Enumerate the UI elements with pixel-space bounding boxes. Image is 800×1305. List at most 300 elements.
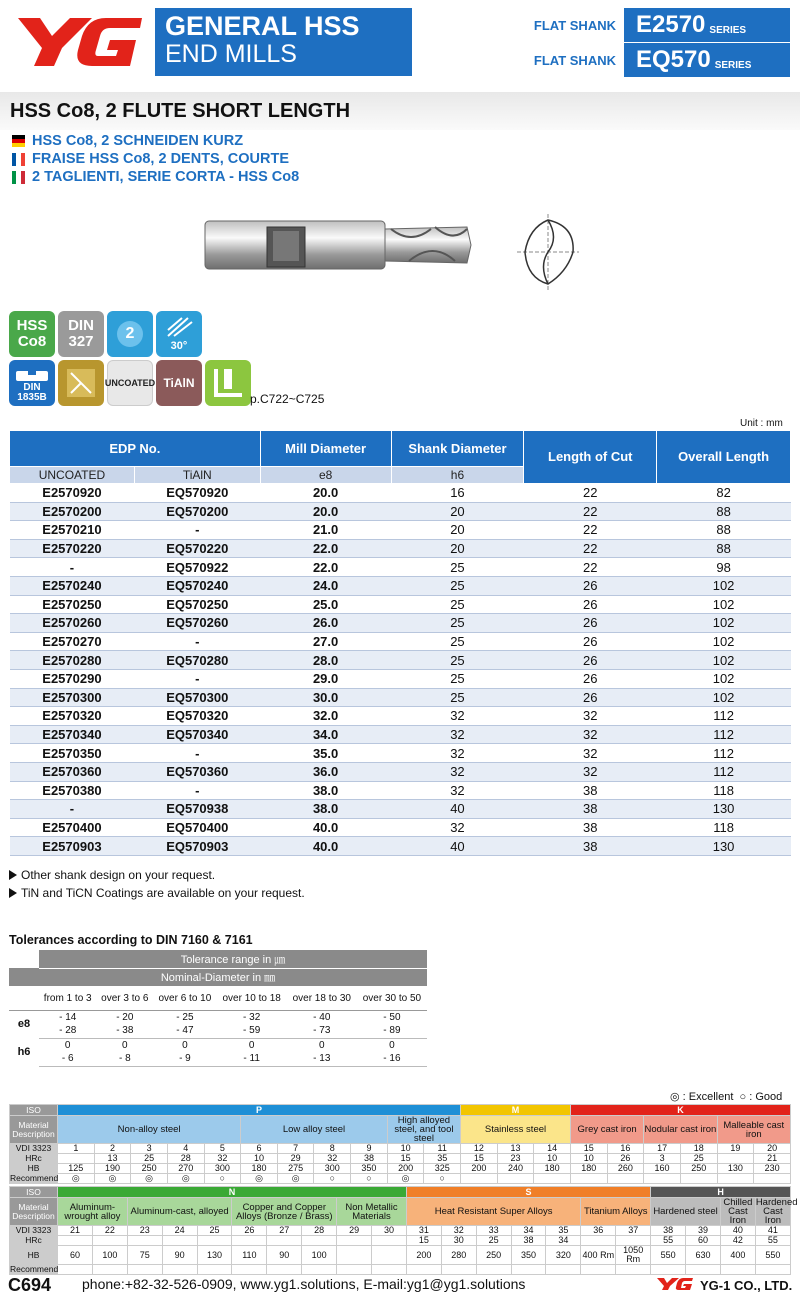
shank-diameter: 32 — [391, 818, 524, 837]
material-description: Hardened Cast Iron — [755, 1197, 798, 1226]
page-number: C694 — [8, 1275, 52, 1295]
edp-tialn: - — [134, 669, 260, 688]
shank-diameter: 40 — [391, 837, 524, 856]
shank-diameter: 25 — [391, 558, 524, 577]
length-of-cut: 32 — [524, 707, 657, 726]
shank-diameter: 32 — [391, 707, 524, 726]
material-rec-value — [232, 1265, 267, 1275]
mill-diameter: 25.0 — [260, 595, 391, 614]
material-hrc-value: 42 — [720, 1236, 755, 1246]
edp-tialn: EQ570220 — [134, 539, 260, 558]
french-flag-icon — [12, 153, 25, 166]
material-vdi-value: 22 — [92, 1226, 127, 1236]
tolerance-column-header: over 18 to 30 — [287, 986, 357, 1010]
edp-tialn: EQ570320 — [134, 707, 260, 726]
length-of-cut: 26 — [524, 595, 657, 614]
translation-fr: FRAISE HSS Co8, 2 DENTS, COURTE — [12, 151, 289, 167]
material-rec-value — [570, 1174, 607, 1184]
material-description: Non Metallic Materials — [337, 1198, 407, 1226]
material-hb-value: 100 — [302, 1246, 337, 1265]
material-vdi-value: 38 — [651, 1226, 686, 1236]
material-vdi-value: 5 — [204, 1144, 241, 1154]
material-hb-value: 90 — [162, 1246, 197, 1265]
iso-group: M — [461, 1105, 571, 1116]
material-rec-value — [58, 1265, 93, 1275]
edp-uncoated: E2570270 — [10, 632, 135, 651]
material-rec-value — [372, 1265, 407, 1275]
tolerance-column-header: from 1 to 3 — [39, 986, 96, 1010]
material-rec-value — [546, 1265, 581, 1275]
end-mill-illustration — [205, 215, 475, 275]
mill-diameter: 32.0 — [260, 707, 391, 726]
flat-shank-icon — [14, 369, 50, 383]
edp-uncoated: E2570260 — [10, 614, 135, 633]
table-row — [10, 669, 791, 688]
material-description: High alloyed steel, and tool steel — [387, 1116, 460, 1144]
row-label-iso: ISO — [10, 1187, 58, 1198]
material-rec-value — [644, 1174, 681, 1184]
material-hb-value: 130 — [197, 1246, 232, 1265]
material-hb-value: 250 — [131, 1164, 168, 1174]
material-hb-value: 300 — [204, 1164, 241, 1174]
edp-uncoated: E2570920 — [10, 484, 135, 503]
material-rec-value — [651, 1265, 686, 1275]
material-hrc-value — [302, 1236, 337, 1246]
h6-lower-value: - 11 — [217, 1052, 287, 1066]
series-row-e2570 — [500, 8, 790, 42]
overall-length: 130 — [657, 800, 791, 819]
mill-diameter: 34.0 — [260, 725, 391, 744]
row-label-vdi: VDI 3323 — [10, 1226, 58, 1236]
edp-tialn: EQ570920 — [134, 484, 260, 503]
tolerance-column-header: over 10 to 18 — [217, 986, 287, 1010]
overall-length: 102 — [657, 614, 791, 633]
table-row — [10, 651, 791, 670]
length-of-cut: 32 — [524, 725, 657, 744]
edp-uncoated: E2570200 — [10, 502, 135, 521]
material-hb-value: 100 — [92, 1246, 127, 1265]
table-row — [10, 595, 791, 614]
material-description: Malleable cast iron — [717, 1116, 790, 1144]
overall-length: 112 — [657, 707, 791, 726]
tialn-badge: TiAlN — [156, 360, 202, 406]
length-of-cut: 22 — [524, 502, 657, 521]
h6-upper-value: 0 — [182, 1039, 188, 1051]
shank-diameter: 25 — [391, 669, 524, 688]
material-hrc-value — [717, 1154, 754, 1164]
material-hrc-value — [616, 1236, 651, 1246]
material-hrc-value — [92, 1236, 127, 1246]
material-rec-value: ○ — [314, 1174, 351, 1184]
material-hrc-value: 38 — [511, 1236, 546, 1246]
material-hrc-value: 10 — [241, 1154, 278, 1164]
h6-header: h6 — [391, 467, 524, 484]
shank-diameter: 20 — [391, 539, 524, 558]
material-hb-value: 125 — [58, 1164, 95, 1174]
mill-diameter: 22.0 — [260, 539, 391, 558]
material-vdi-value: 18 — [680, 1144, 717, 1154]
h6-label: h6 — [17, 1046, 31, 1058]
mill-diameter: 28.0 — [260, 651, 391, 670]
e8-upper-value: - 20 — [116, 1011, 134, 1023]
translation-it: 2 TAGLIENTI, SERIE CORTA - HSS Co8 — [12, 169, 299, 185]
iso-group: K — [570, 1105, 790, 1116]
length-of-cut: 22 — [524, 558, 657, 577]
material-hrc-value: 10 — [534, 1154, 571, 1164]
length-of-cut: 32 — [524, 762, 657, 781]
uncoated-header: UNCOATED — [10, 467, 135, 484]
edp-uncoated: E2570350 — [10, 744, 135, 763]
material-vdi-value: 3 — [131, 1144, 168, 1154]
hss-co8-badge: HSS Co8 — [9, 311, 55, 357]
edp-uncoated: E2570240 — [10, 576, 135, 595]
table-row — [10, 521, 791, 540]
material-hrc-value: 32 — [314, 1154, 351, 1164]
length-of-cut: 26 — [524, 688, 657, 707]
length-of-cut-header: Length of Cut — [524, 431, 657, 484]
material-hrc-value: 32 — [204, 1154, 241, 1164]
company-name: YG-1 CO., LTD. — [700, 1278, 793, 1293]
material-hb-value: 550 — [651, 1246, 686, 1265]
material-rec-value: ◎ — [131, 1174, 168, 1184]
helix-icon — [164, 316, 194, 338]
flute-icon: 2 — [117, 321, 143, 347]
length-of-cut: 38 — [524, 818, 657, 837]
translation-de: HSS Co8, 2 SCHNEIDEN KURZ — [12, 133, 243, 149]
material-description: Heat Resistant Super Alloys — [406, 1198, 580, 1226]
overall-length: 102 — [657, 632, 791, 651]
title-line2: END MILLS — [165, 40, 297, 68]
material-application-icon — [58, 360, 104, 406]
material-vdi-value: 14 — [534, 1144, 571, 1154]
table-row — [10, 744, 791, 763]
material-rec-value: ◎ — [387, 1174, 424, 1184]
material-hb-value: 1050 Rm — [616, 1246, 651, 1265]
tolerance-title: Tolerances according to DIN 7160 & 7161 — [9, 933, 253, 947]
shank-diameter: 32 — [391, 762, 524, 781]
svg-text:YG: YG — [655, 1276, 657, 1277]
row-label-iso: ISO — [10, 1105, 58, 1116]
material-hb-value: 240 — [497, 1164, 534, 1174]
material-description: Nodular cast iron — [644, 1116, 717, 1144]
material-rec-value — [534, 1174, 571, 1184]
material-vdi-value: 17 — [644, 1144, 681, 1154]
tolerance-column-header: over 30 to 50 — [357, 986, 427, 1010]
material-vdi-value: 32 — [441, 1226, 476, 1236]
material-hrc-value — [267, 1236, 302, 1246]
material-rec-value: ◎ — [241, 1174, 278, 1184]
legend-good: ○ : Good — [739, 1091, 783, 1103]
material-vdi-value: 8 — [314, 1144, 351, 1154]
recommend-legend — [670, 1090, 782, 1103]
contact-info: phone:+82-32-526-0909, www.yg1.solutions, E-mail:yg1@yg1.solutions — [82, 1276, 526, 1292]
material-vdi-value: 26 — [232, 1226, 267, 1236]
material-hrc-value: 25 — [680, 1154, 717, 1164]
material-hb-value: 90 — [267, 1246, 302, 1265]
edp-uncoated: - — [10, 558, 135, 577]
iso-group: P — [58, 1105, 461, 1116]
overall-length: 130 — [657, 837, 791, 856]
material-vdi-value: 19 — [717, 1144, 754, 1154]
overall-length: 82 — [657, 484, 791, 503]
material-description: Hardened steel — [651, 1198, 721, 1226]
tolerance-column-header: over 3 to 6 — [96, 986, 153, 1010]
brand-text: YG — [10, 8, 12, 9]
page-reference: p.C722~C725 — [250, 392, 325, 406]
material-rec-value: ◎ — [277, 1174, 314, 1184]
edp-header: EDP No. — [10, 431, 261, 467]
e8-lower-value: - 28 — [39, 1024, 96, 1038]
material-hrc-value: 21 — [754, 1154, 791, 1164]
material-vdi-value: 13 — [497, 1144, 534, 1154]
h6-upper-value: 0 — [318, 1039, 325, 1051]
mill-diameter-header: Mill Diameter — [260, 431, 391, 467]
material-description: Low alloy steel — [241, 1116, 388, 1144]
e8-lower-value: - 59 — [217, 1024, 287, 1038]
table-row — [10, 539, 791, 558]
shank-diameter: 40 — [391, 800, 524, 819]
material-hrc-value: 29 — [277, 1154, 314, 1164]
shank-label: FLAT SHANK — [533, 17, 616, 33]
material-hb-value: 130 — [717, 1164, 754, 1174]
material-rec-value — [92, 1265, 127, 1275]
material-rec-value — [720, 1265, 755, 1275]
product-title: HSS Co8, 2 FLUTE SHORT LENGTH — [10, 100, 351, 122]
material-hb-value: 180 — [534, 1164, 571, 1174]
material-hb-value: 200 — [461, 1164, 498, 1174]
length-of-cut: 22 — [524, 521, 657, 540]
edp-uncoated: E2570210 — [10, 521, 135, 540]
material-hb-value — [337, 1246, 372, 1265]
material-vdi-value: 34 — [511, 1226, 546, 1236]
mill-diameter: 38.0 — [260, 800, 391, 819]
e8-upper-value: - 32 — [243, 1011, 261, 1023]
material-vdi-value: 30 — [372, 1226, 407, 1236]
shank-diameter: 25 — [391, 688, 524, 707]
series-code: EQ570 SERIES — [624, 43, 790, 77]
length-of-cut: 38 — [524, 837, 657, 856]
material-hrc-value: 13 — [94, 1154, 131, 1164]
mill-diameter: 38.0 — [260, 781, 391, 800]
edp-tialn: EQ570260 — [134, 614, 260, 633]
material-hrc-value — [162, 1236, 197, 1246]
material-hrc-value: 15 — [406, 1236, 441, 1246]
table-row — [10, 837, 791, 856]
length-of-cut: 38 — [524, 800, 657, 819]
product-table — [9, 430, 791, 856]
e8-lower-value: - 89 — [357, 1024, 427, 1038]
material-vdi-value: 27 — [267, 1226, 302, 1236]
material-vdi-value: 29 — [337, 1226, 372, 1236]
material-hrc-value — [581, 1236, 616, 1246]
row-label-hrc: HRc — [10, 1236, 58, 1246]
arrow-icon — [9, 888, 17, 898]
material-hb-value: 350 — [351, 1164, 388, 1174]
e8-upper-value: - 14 — [59, 1011, 77, 1023]
material-rec-value — [616, 1265, 651, 1275]
material-vdi-value: 11 — [424, 1144, 461, 1154]
row-label-vdi: VDI 3323 — [10, 1144, 58, 1154]
material-hb-value: 190 — [94, 1164, 131, 1174]
material-vdi-value: 4 — [167, 1144, 204, 1154]
material-rec-value: ○ — [424, 1174, 461, 1184]
edp-tialn: EQ570300 — [134, 688, 260, 707]
material-hrc-value: 25 — [131, 1154, 168, 1164]
material-hrc-value: 25 — [476, 1236, 511, 1246]
material-rec-value: ◎ — [167, 1174, 204, 1184]
material-vdi-value: 16 — [607, 1144, 644, 1154]
material-hb-value: 630 — [686, 1246, 721, 1265]
overall-length: 118 — [657, 781, 791, 800]
german-flag-icon — [12, 135, 25, 148]
material-description: Aluminum-cast, alloyed — [127, 1198, 232, 1226]
table-row — [10, 781, 791, 800]
uncoated-badge: UNCOATED — [107, 360, 153, 406]
material-description: Copper and Copper Alloys (Bronze / Brass) — [232, 1198, 337, 1226]
table-row — [10, 558, 791, 577]
nominal-diameter-label: Nominal-Diameter in ㎜ — [9, 968, 427, 986]
shank-diameter: 32 — [391, 725, 524, 744]
mill-diameter: 29.0 — [260, 669, 391, 688]
material-vdi-value: 33 — [476, 1226, 511, 1236]
tolerance-column-header: over 6 to 10 — [153, 986, 216, 1010]
material-rec-value — [754, 1174, 791, 1184]
material-hb-value: 260 — [607, 1164, 644, 1174]
material-hb-value: 550 — [755, 1246, 790, 1265]
overall-length: 118 — [657, 818, 791, 837]
material-hrc-value: 38 — [351, 1154, 388, 1164]
material-rec-value: ○ — [204, 1174, 241, 1184]
material-vdi-value: 6 — [241, 1144, 278, 1154]
shank-diameter: 32 — [391, 744, 524, 763]
material-vdi-value: 39 — [686, 1226, 721, 1236]
material-hrc-value — [372, 1236, 407, 1246]
overall-length: 112 — [657, 762, 791, 781]
iso-group: N — [58, 1187, 407, 1198]
edp-uncoated: E2570360 — [10, 762, 135, 781]
brand-logo — [10, 8, 148, 74]
edp-tialn: EQ570903 — [134, 837, 260, 856]
edp-tialn: EQ570938 — [134, 800, 260, 819]
overall-length: 112 — [657, 744, 791, 763]
e8-upper-value: - 40 — [313, 1011, 331, 1023]
table-row — [10, 725, 791, 744]
material-rec-value: ○ — [351, 1174, 388, 1184]
material-hrc-value: 3 — [644, 1154, 681, 1164]
mill-diameter: 26.0 — [260, 614, 391, 633]
material-hb-value: 200 — [387, 1164, 424, 1174]
material-rec-value — [607, 1174, 644, 1184]
length-of-cut: 22 — [524, 539, 657, 558]
material-vdi-value: 40 — [720, 1226, 755, 1236]
tialn-header: TiAlN — [134, 467, 260, 484]
material-hrc-value: 55 — [755, 1236, 790, 1246]
overall-length-header: Overall Length — [657, 431, 791, 484]
shank-diameter: 20 — [391, 502, 524, 521]
edp-tialn: EQ570400 — [134, 818, 260, 837]
material-table-top — [9, 1104, 791, 1184]
material-rec-value — [406, 1265, 441, 1275]
shank-diameter: 32 — [391, 781, 524, 800]
material-vdi-value: 23 — [127, 1226, 162, 1236]
material-vdi-value: 2 — [94, 1144, 131, 1154]
material-hb-value: 75 — [127, 1246, 162, 1265]
arrow-icon — [9, 870, 17, 880]
shank-diameter: 25 — [391, 614, 524, 633]
length-of-cut: 26 — [524, 632, 657, 651]
material-description: Aluminum-wrought alloy — [58, 1198, 128, 1226]
milling-application-icon — [205, 360, 251, 406]
material-table-bottom — [9, 1186, 798, 1275]
material-rec-value — [461, 1174, 498, 1184]
edp-tialn: EQ570922 — [134, 558, 260, 577]
mill-diameter: 21.0 — [260, 521, 391, 540]
material-rec-value — [680, 1174, 717, 1184]
length-of-cut: 32 — [524, 744, 657, 763]
material-hrc-value: 10 — [570, 1154, 607, 1164]
material-hrc-value: 35 — [424, 1154, 461, 1164]
material-description: Titanium Alloys — [581, 1198, 651, 1226]
material-hrc-value — [127, 1236, 162, 1246]
length-of-cut: 26 — [524, 669, 657, 688]
h6-upper-value: 0 — [64, 1039, 71, 1051]
material-hrc-value: 23 — [497, 1154, 534, 1164]
material-description: Non-alloy steel — [58, 1116, 241, 1144]
edp-uncoated: E2570300 — [10, 688, 135, 707]
mill-diameter: 36.0 — [260, 762, 391, 781]
material-hb-value: 160 — [644, 1164, 681, 1174]
mill-diameter: 24.0 — [260, 576, 391, 595]
material-hrc-value — [232, 1236, 267, 1246]
material-hb-value: 275 — [277, 1164, 314, 1174]
material-hrc-value: 26 — [607, 1154, 644, 1164]
tolerance-table — [9, 950, 427, 1067]
material-rec-value — [337, 1265, 372, 1275]
material-vdi-value: 15 — [570, 1144, 607, 1154]
material-hrc-value — [58, 1236, 93, 1246]
row-label-rec: Recommend — [10, 1173, 59, 1183]
iso-group: H — [651, 1187, 791, 1198]
material-rec-value: ◎ — [58, 1174, 95, 1184]
overall-length: 102 — [657, 576, 791, 595]
table-row — [10, 762, 791, 781]
edp-tialn: - — [134, 521, 260, 540]
length-of-cut: 22 — [524, 484, 657, 503]
material-rec-value — [302, 1265, 337, 1275]
material-rec-value — [197, 1265, 232, 1275]
flutes-badge — [107, 311, 153, 357]
row-label-hrc: HRc — [10, 1154, 58, 1164]
h6-upper-value: 0 — [389, 1039, 395, 1051]
material-hb-value: 110 — [232, 1246, 267, 1265]
mill-diameter: 20.0 — [260, 502, 391, 521]
material-hrc-value: 55 — [651, 1236, 686, 1246]
material-vdi-value: 36 — [581, 1226, 616, 1236]
shank-diameter-header: Shank Diameter — [391, 431, 524, 467]
material-hb-value: 180 — [241, 1164, 278, 1174]
cross-section-icon — [517, 212, 579, 292]
length-of-cut: 38 — [524, 781, 657, 800]
material-vdi-value: 37 — [616, 1226, 651, 1236]
overall-length: 88 — [657, 539, 791, 558]
edp-uncoated: E2570220 — [10, 539, 135, 558]
mill-diameter: 20.0 — [260, 484, 391, 503]
e8-upper-value: - 50 — [383, 1011, 401, 1023]
overall-length: 88 — [657, 502, 791, 521]
h6-lower-value: - 6 — [39, 1052, 96, 1066]
note-coatings: TiN and TiCN Coatings are available on your request. — [9, 886, 305, 900]
shank-diameter: 25 — [391, 576, 524, 595]
